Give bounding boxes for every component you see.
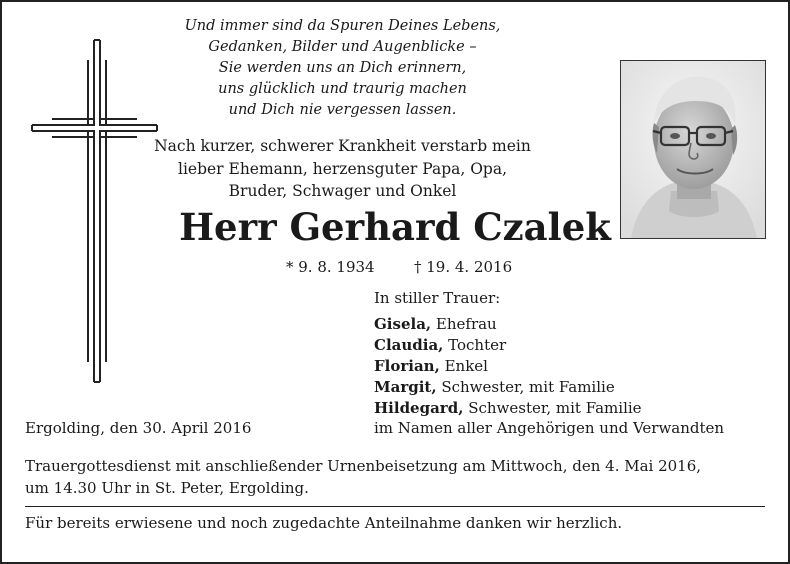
list-item — [374, 398, 642, 419]
portrait-photo — [620, 60, 766, 239]
intro-text — [150, 135, 535, 203]
service-info — [25, 456, 775, 499]
behalf-line: im Namen aller Angehörigen und Verwandten — [374, 419, 725, 437]
birth-date: * 9. 8. 1934 — [286, 258, 375, 276]
mourning-heading: In stiller Trauer: — [374, 289, 501, 307]
poem-line: Und immer sind da Spuren Deines Lebens, — [184, 18, 501, 34]
thanks-line: Für bereits erwiesene und noch zugedachte Anteilnahme danken wir herzlich. — [25, 514, 623, 532]
list-item — [374, 335, 642, 356]
death-date: † 19. 4. 2016 — [414, 258, 513, 276]
poem-line: Sie werden uns an Dich erinnern, — [218, 60, 467, 76]
mourner-relation: Enkel — [439, 357, 488, 375]
list-item — [374, 356, 642, 377]
deceased-name: Herr Gerhard Czalek — [179, 205, 611, 249]
mourner-name: Florian, — [374, 357, 440, 375]
poem-line: und Dich nie vergessen lassen. — [228, 102, 457, 118]
service-line: um 14.30 Uhr in St. Peter, Ergolding. — [25, 478, 309, 497]
intro-line: lieber Ehemann, herzensguter Papa, Opa, — [177, 159, 508, 178]
intro-line: Bruder, Schwager und Onkel — [228, 182, 457, 200]
intro-line: Nach kurzer, schwerer Krankheit verstarb mein — [154, 137, 531, 155]
mourner-relation: Ehefrau — [431, 315, 497, 333]
mourner-name: Margit, — [374, 378, 437, 396]
mourner-relation: Schwester, mit Familie — [436, 378, 615, 396]
mourner-name: Hildegard, — [374, 399, 464, 417]
service-line: Trauergottesdienst mit anschließender Urnenbeisetzung am Mittwoch, den 4. Mai 2016, — [25, 457, 702, 475]
mourner-name: Claudia, — [374, 336, 444, 354]
mourner-name: Gisela, — [374, 315, 432, 333]
poem-line: Gedanken, Bilder und Augenblicke – — [208, 39, 477, 55]
place-date: Ergolding, den 30. April 2016 — [25, 419, 252, 437]
mourner-relation: Tochter — [443, 336, 507, 354]
mourners-list — [374, 314, 642, 419]
mourner-relation: Schwester, mit Familie — [463, 399, 642, 417]
list-item — [374, 377, 642, 398]
poem-line: uns glücklich und traurig machen — [218, 81, 467, 97]
poem — [150, 16, 535, 121]
divider — [25, 506, 765, 507]
list-item — [374, 314, 642, 335]
